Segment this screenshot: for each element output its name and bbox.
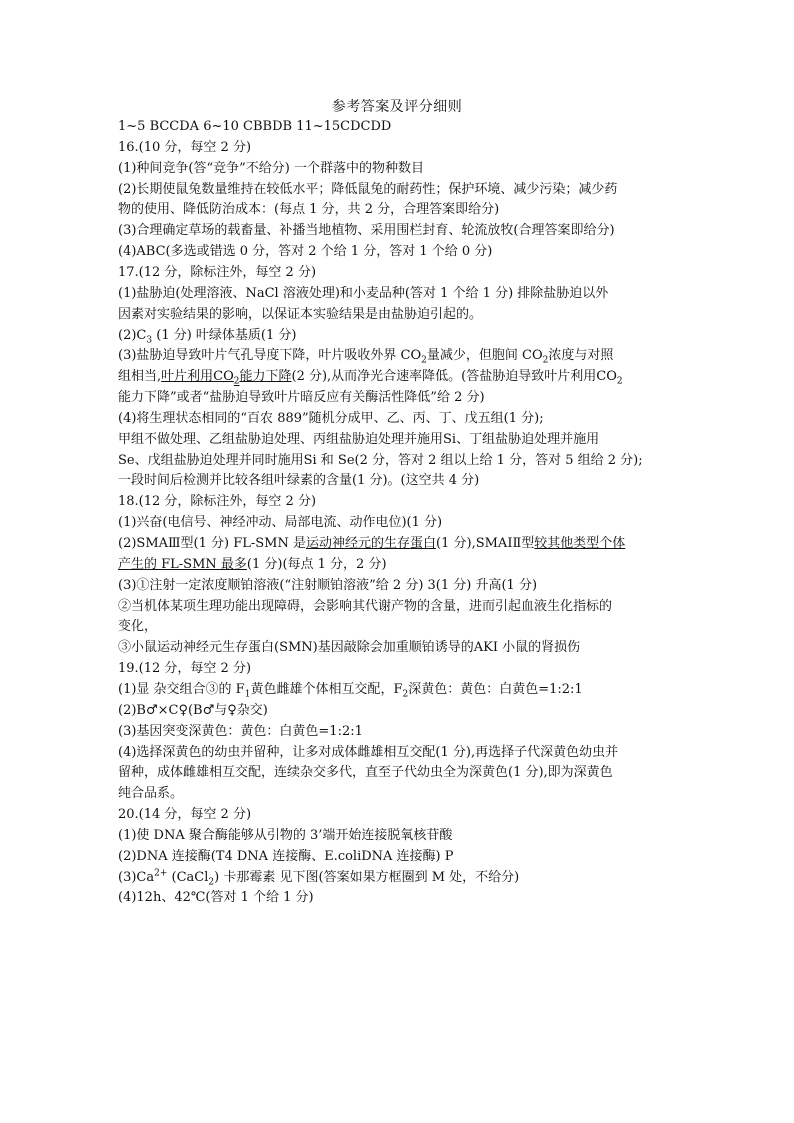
line-text: (3)①注射一定浓度顺铂溶液(“注射顺铂溶液”给 2 分) 3(1 分) 升高(1 分) <box>118 577 538 593</box>
line-text: (1)种间竞争(答“竞争”不给分) 一个群落中的物种数目 <box>118 160 424 176</box>
line-text: 留种，成体雌雄相互交配，连续杂交多代，直至子代幼虫全为深黄色(1 分),即为深黄色 <box>118 765 613 781</box>
line-text: (3)盐胁迫导致叶片气孔导度下降，叶片吸收外界 CO <box>118 348 422 364</box>
answer-line <box>118 805 678 825</box>
answer-line <box>118 284 678 304</box>
answer-line <box>118 346 678 366</box>
line-text: (4)选择深黄色的幼虫并留种，让多对成体雌雄相互交配(1 分),再选择子代深黄色幼虫并 <box>118 744 619 760</box>
subscript-text: 2 <box>616 376 623 387</box>
subscript-text: 1 <box>244 689 251 700</box>
answer-line <box>118 743 678 763</box>
line-text: 组相当, <box>118 369 162 385</box>
line-text: 16.(10 分，每空 2 分) <box>118 139 252 155</box>
answer-line <box>118 763 678 783</box>
subscript-text: 2 <box>421 355 427 366</box>
subscript-text: 2 <box>542 355 549 366</box>
line-text: 产生的 FL-SMN 最多 <box>118 556 247 572</box>
superscript-text: 2+ <box>154 868 168 879</box>
line-text: 深黄色：黄色：白黄色=1:2:1 <box>408 681 583 697</box>
line-text: 17.(12 分，除标注外，每空 2 分) <box>118 264 317 280</box>
page-title: 参考答案及评分细则 <box>331 99 463 115</box>
answer-line <box>118 617 678 637</box>
answer-line <box>118 826 678 846</box>
line-text: 变化， <box>118 619 158 635</box>
answer-line <box>118 180 678 200</box>
line-text: (2)B♂×C♀(B♂与♀杂交) <box>118 702 268 718</box>
answer-line <box>118 242 678 262</box>
line-text: 量减少，但胞间 CO <box>426 348 543 364</box>
line-text: 一段时间后检测并比较各组叶绿素的含量(1 分)。(这空共 4 分) <box>118 473 480 489</box>
answer-line <box>118 200 678 220</box>
line-text: 叶片利用CO <box>161 369 234 385</box>
line-text: 能力下降”或者“盐胁迫导致叶片暗反应有关酶活性降低”给 2 分) <box>118 390 485 406</box>
answer-line <box>118 576 678 596</box>
answer-line <box>118 326 678 346</box>
answer-line <box>118 221 678 241</box>
line-text: (1 分)(每点 1 分，2 分) <box>246 556 387 572</box>
line-text: (3)合理确定草场的载畜量、补播当地植物、采用围栏封育、轮流放牧(合理答案即给分) <box>118 223 615 239</box>
answer-line <box>118 430 678 450</box>
subscript-text: 2 <box>402 689 409 700</box>
answer-line <box>118 597 678 617</box>
line-text: 1~5 BCCDA 6~10 CBBDB 11~15CDCDD <box>118 119 392 134</box>
answer-line <box>118 555 678 575</box>
answer-line <box>118 138 678 158</box>
line-text: (2)DNA 连接酶(T4 DNA 连接酶、E.coliDNA 连接酶) P <box>118 848 454 864</box>
line-text: 运动神经元的生存蛋白 <box>306 536 437 551</box>
subscript-text: 3 <box>146 335 153 346</box>
answer-line <box>118 367 678 387</box>
line-text: (1 分),SMAⅠⅡ型 <box>436 536 535 551</box>
line-text: ③小鼠运动神经元生存蛋白(SMN)基因敲除会加重顺铂诱导的AKI 小鼠的肾损伤 <box>118 640 581 656</box>
line-text: 18.(12 分，除标注外，每空 2 分) <box>118 494 317 510</box>
answer-line <box>118 701 678 721</box>
subscript-text: 2 <box>208 877 215 888</box>
answer-line <box>118 847 678 867</box>
line-text: 物的使用、降低防治成本：(每点 1 分，共 2 分，合理答案即给分) <box>118 202 500 218</box>
answer-line <box>118 471 678 491</box>
answer-line <box>118 117 678 137</box>
line-text: 黄色雌雄个体相互交配，F <box>250 681 403 697</box>
line-text: 20.(14 分，每空 2 分) <box>118 807 252 823</box>
line-text: (4)12h、42℃(答对 1 个给 1 分) <box>118 890 314 906</box>
line-text: ②当机体某项生理功能出现障碍，会影响其代谢产物的含量，进而引起血液生化指标的 <box>118 598 613 614</box>
answer-line <box>118 451 678 471</box>
line-text: (CaCl <box>167 869 209 885</box>
answer-line <box>118 409 678 429</box>
line-text: (1 分) 叶绿体基质(1 分) <box>152 327 297 343</box>
line-text: (1)盐胁迫(处理溶液、NaCl 溶液处理)和小麦品种(答对 1 个给 1 分) 排除盐胁迫以外 <box>118 285 609 301</box>
line-text: (2)C <box>118 327 147 343</box>
answer-line <box>118 888 678 908</box>
line-text: (1)兴奋(电信号、神经冲动、局部电流、动作电位)(1 分) <box>118 515 443 531</box>
answer-line <box>118 638 678 658</box>
line-text: 纯合品系。 <box>118 786 184 802</box>
answer-line <box>118 659 678 679</box>
line-text: (2)长期使鼠兔数量维持在较低水平；降低鼠兔的耐药性；保护环境、减少污染；减少药 <box>118 181 618 197</box>
answer-line <box>118 513 678 533</box>
line-text: (2 分),从而净光合速率降低。(答盐胁迫导致叶片利用CO <box>291 369 617 385</box>
answer-line <box>118 534 678 554</box>
line-text: 甲组不做处理、乙组盐胁迫处理、丙组盐胁迫处理并施用Si、丁组盐胁迫处理并施用 <box>118 431 600 447</box>
line-text: (2)SMAⅢ型(1 分) FL-SMN 是 <box>118 536 307 551</box>
answer-line <box>118 492 678 512</box>
line-text: 较其他类型个体 <box>534 536 626 551</box>
answer-line <box>118 388 678 408</box>
line-text: (4)将生理状态相同的“百农 889”随机分成甲、乙、丙、丁、戊五组(1 分); <box>118 410 544 426</box>
line-text: 因素对实验结果的影响，以保证本实验结果是由盐胁迫引起的。 <box>118 306 483 322</box>
answer-line <box>118 159 678 179</box>
answer-line <box>118 868 678 888</box>
answer-line <box>118 263 678 283</box>
line-text: (1)显 杂交组合③的 F <box>118 681 245 697</box>
answer-line <box>118 305 678 325</box>
answer-line <box>118 722 678 742</box>
line-text: (1)使 DNA 聚合酶能够从引物的 3’端开始连接脱氧核苷酸 <box>118 827 453 843</box>
line-text: ) 卡那霉素 见下图(答案如果方框圈到 M 处，不给分) <box>214 869 520 885</box>
line-text: (4)ABC(多选或错选 0 分，答对 2 个给 1 分，答对 1 个给 0 分) <box>118 244 493 260</box>
answer-line <box>118 680 678 700</box>
line-text: (3)Ca <box>118 869 155 885</box>
line-text: 19.(12 分，每空 2 分) <box>118 661 252 677</box>
subscript-text: 2 <box>233 376 240 387</box>
line-text: Se、戊组盐胁迫处理并同时施用Si 和 Se(2 分，答对 2 组以上给 1 分，答对 5 组给 2 分); <box>118 452 643 468</box>
line-text: (3)基因突变深黄色：黄色：白黄色=1:2:1 <box>118 723 363 739</box>
line-text: 浓度与对照 <box>548 348 614 364</box>
answer-line <box>118 784 678 804</box>
line-text: 能力下降 <box>239 369 292 385</box>
